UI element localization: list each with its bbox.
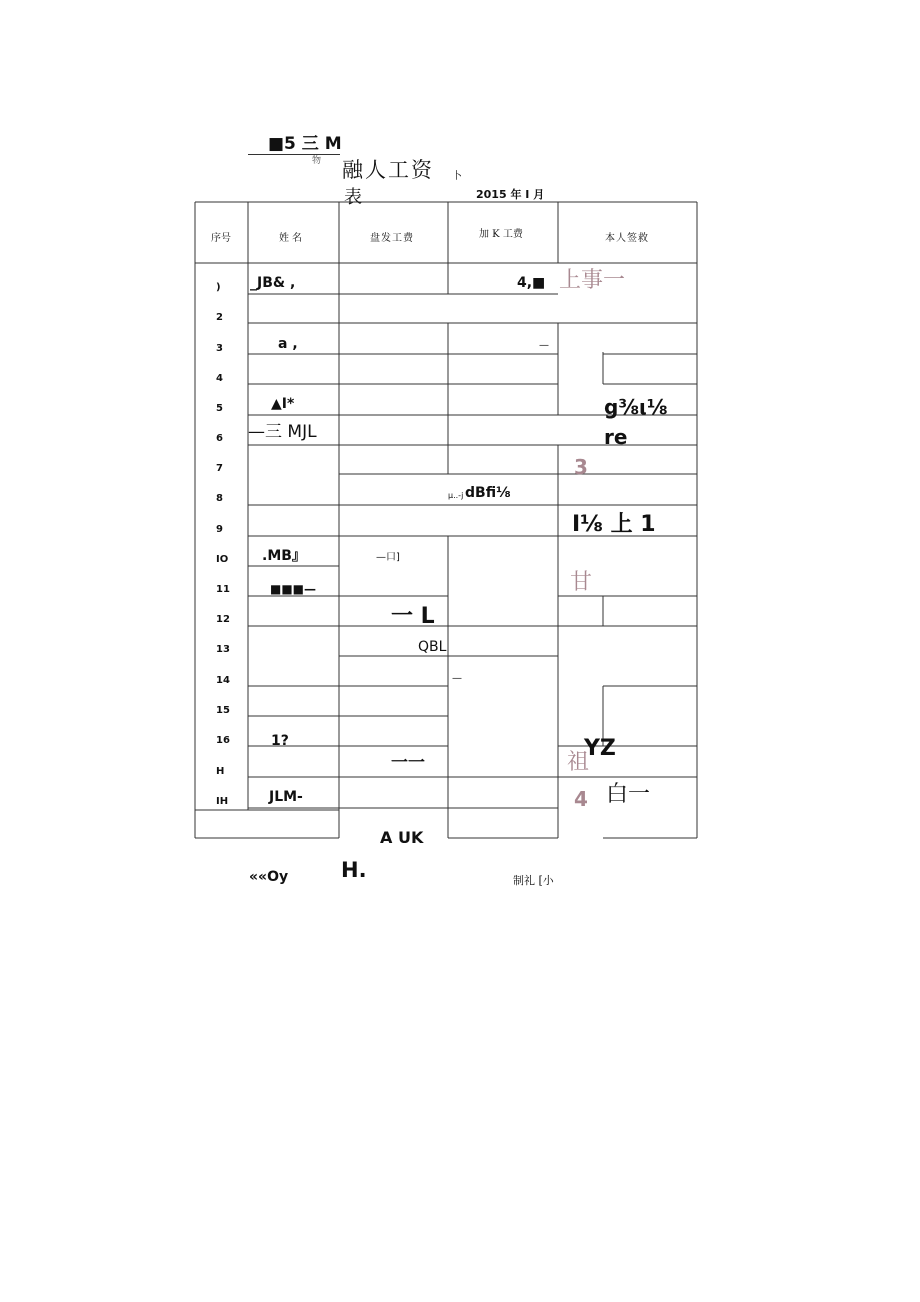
title-second-line: 表 (344, 187, 362, 208)
row-number: 9 (216, 524, 223, 535)
row-number: 5 (216, 403, 223, 414)
employee-name: JLM- (269, 789, 303, 805)
column-header-overtime-pay: 加 K 工费 (479, 229, 523, 240)
footer-mid-text: H. (341, 858, 367, 882)
row-number: ) (216, 282, 221, 293)
employee-name: ■■■— (270, 582, 317, 596)
overtime-pay-mark: 4,■ (517, 275, 546, 291)
header-small-note: 物 (312, 156, 322, 166)
signature-mark: 白一 (606, 782, 651, 807)
row-number: 12 (216, 614, 230, 625)
signature-mark: 祖 (567, 750, 590, 775)
column-header-signature: 本人签救 (605, 233, 649, 244)
pay-period-date: 2015 年 I 月 (476, 188, 545, 201)
row-number: 13 (216, 644, 230, 655)
row-number: 8 (216, 493, 223, 504)
row-number: 6 (216, 433, 223, 444)
base-pay-mark: 一一 (391, 753, 425, 773)
signature-mark: 上事一 (559, 268, 626, 293)
base-pay-mark: —口] (376, 552, 400, 563)
row-number: IO (216, 554, 229, 565)
row-number: H (216, 766, 225, 777)
row-number: 11 (216, 584, 230, 595)
employee-name: a , (278, 336, 298, 352)
column-header-base-pay: 盘发工费 (370, 233, 414, 244)
base-pay-mark: QBL (418, 639, 447, 655)
employee-name: —三 MJL (248, 422, 317, 442)
row-number: 14 (216, 675, 230, 686)
row-number: 4 (216, 373, 223, 384)
base-pay-mark: A UK (380, 828, 424, 847)
employee-name: _JB& , (250, 275, 296, 291)
signature-mark: 甘 (570, 570, 593, 595)
overtime-pay-mark: — (539, 340, 549, 351)
row-number: 2 (216, 312, 223, 323)
base-pay-mark: 一 L (391, 604, 435, 629)
row-number: IH (216, 796, 229, 807)
signature-mark: re (604, 425, 628, 449)
footer-left-text: ««Oy (249, 869, 289, 885)
company-name: ■5 三 M (268, 134, 342, 154)
employee-name: .MB』 (262, 548, 306, 564)
overtime-pay-mark: — (452, 673, 462, 684)
row-number: 16 (216, 735, 230, 746)
signature-mark: 4 (574, 787, 588, 811)
employee-name: 1? (271, 733, 289, 749)
signature-mark: YZ (584, 736, 616, 761)
column-header-index: 序号 (211, 233, 231, 244)
signature-mark: I⅛ 上 1 (572, 512, 656, 537)
overtime-pay-mark: dBfi⅛ (465, 485, 511, 501)
row-number: 7 (216, 463, 223, 474)
row-number: 15 (216, 705, 230, 716)
overtime-pay-mark: μ..-j (448, 491, 464, 500)
row-number: 3 (216, 343, 223, 354)
footer-right-text: 制礼 [小 (513, 874, 554, 887)
signature-mark: g⅜ι⅛ (604, 395, 668, 419)
signature-mark: 3 (574, 455, 588, 479)
document-title: 融人工资 (342, 158, 434, 182)
title-tail: 卜 (452, 171, 462, 182)
employee-name: ▲I* (271, 396, 295, 412)
column-header-name: 姓名 (279, 233, 305, 244)
